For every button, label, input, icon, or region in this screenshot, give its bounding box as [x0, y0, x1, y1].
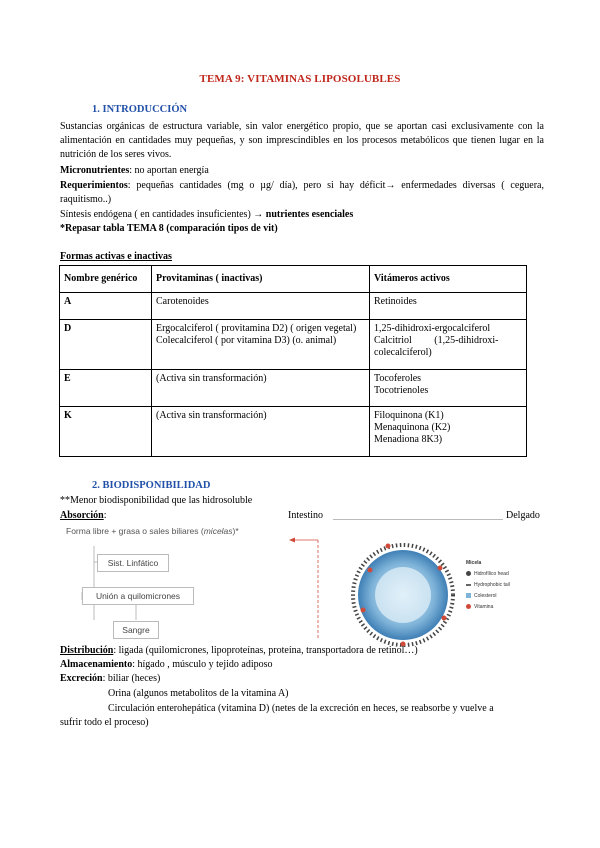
storage-line — [60, 659, 272, 671]
absorption-label: Absorción — [60, 510, 104, 521]
cell-line: (Activa sin transformación) — [156, 373, 267, 384]
table-row — [60, 320, 527, 370]
absorption-colon: : — [103, 510, 107, 521]
cholesterol-icon — [466, 593, 471, 598]
legend-item-label: Hidrofílico head — [474, 571, 509, 577]
legend-item — [466, 591, 510, 602]
vitamin-dot — [368, 568, 373, 573]
legend-item — [466, 580, 510, 591]
flow-top-text-c: )* — [232, 526, 239, 536]
cell-line: Carotenoides — [156, 296, 209, 307]
flow-box-lymphatic: Sist. Linfático — [97, 554, 169, 572]
flow-box-chylomicrons: Unión a quilomicrones — [82, 587, 194, 605]
tail-icon — [466, 584, 471, 586]
micelle-illustration — [348, 540, 458, 650]
legend-item: Micela — [466, 560, 482, 566]
micronutrients-text: : no aportan energía — [129, 165, 209, 176]
excretion-continuation: sufrir todo el proceso) — [60, 717, 149, 728]
vitamin-dot — [386, 544, 391, 549]
table-cell-provitamin — [152, 320, 370, 370]
red-arrowhead — [289, 538, 295, 543]
table-cell-active — [370, 293, 527, 320]
table-cell-provitamin — [152, 293, 370, 320]
cell-line: colecalciferol) — [374, 347, 432, 358]
synthesis-text: Síntesis endógena ( en cantidades insuficientes) → — [60, 209, 266, 220]
table-header-row — [60, 266, 527, 293]
table-row — [60, 370, 527, 407]
absorption-line — [60, 510, 107, 522]
section-heading-bio: 2. BIODISPONIBILIDAD — [92, 480, 211, 491]
requirements-line — [60, 179, 544, 207]
table-cell-name: D — [60, 320, 152, 370]
cell-line: Retinoides — [374, 296, 417, 307]
vitamin-dot — [361, 608, 366, 613]
excretion-text: : biliar (heces) — [102, 673, 161, 684]
synthesis-line — [60, 209, 353, 221]
table-row — [60, 407, 527, 457]
intestine-line — [333, 519, 503, 520]
synthesis-bold: nutrientes esenciales — [265, 209, 354, 220]
cell-line: Tocoferoles — [374, 373, 422, 384]
distribution-line — [60, 645, 418, 657]
distribution-label: Distribución — [60, 645, 114, 656]
cell-line: Colecalciferol ( por vitamina D3) (o. animal) — [156, 335, 337, 346]
flow-top-text-micelas: micelas — [203, 526, 233, 536]
cell-line: Menaquinona (K2) — [374, 422, 451, 433]
vitamin-dot — [438, 566, 443, 571]
table-header-cell: Provitaminas ( inactivas) — [152, 266, 370, 293]
small-intestine-label: Delgado — [506, 510, 540, 521]
table-cell-name: E — [60, 370, 152, 407]
cell-line: Menadiona 8K3) — [374, 434, 443, 445]
vitamin-dot — [442, 616, 447, 621]
table-cell-provitamin — [152, 370, 370, 407]
legend-item-label: Vitamina — [474, 604, 494, 610]
micronutrients-label: Micronutrientes — [60, 165, 130, 176]
cell-line: Filoquinona (K1) — [374, 410, 444, 421]
legend-item-label: Colesterol — [474, 593, 497, 599]
vitamin-forms-table — [59, 265, 527, 457]
micelle-inner — [375, 567, 431, 623]
head-icon — [466, 571, 471, 576]
legend-item — [466, 569, 510, 580]
flow-connectors — [60, 530, 340, 642]
table-cell-name: A — [60, 293, 152, 320]
vitamin-icon — [466, 604, 471, 609]
cell-line: Tocotrienoles — [374, 385, 429, 396]
intro-paragraph: Sustancias orgánicas de estructura variable, sin valor energético propio, que se aportan casi exclusivamente con la alimentación en cantidades muy pequeñas, y son imprescindibles en los procesos metabólicos que tienen lugar en la nutrición de los seres vivos. — [60, 121, 544, 160]
storage-text: : hígado , músculo y tejido adiposo — [132, 659, 273, 670]
cell-line: 1,25-dihidroxi-ergocalciferol — [374, 323, 491, 334]
legend-item-label: Hydrophobic tail — [474, 582, 510, 588]
cell-line: Ergocalciferol ( provitamina D2) ( origen vegetal) — [156, 323, 357, 334]
table-caption: Formas activas e inactivas — [60, 251, 172, 262]
section-heading-intro: 1. INTRODUCCIÓN — [92, 104, 188, 115]
table-cell-active — [370, 407, 527, 457]
requirements-text: : pequeñas cantidades (mg o µg/ día), pero si hay déficit→ enfermedades diversas ( ceguera, raquitismo..) — [60, 180, 544, 205]
storage-label: Almacenamiento — [60, 659, 133, 670]
table-header-cell: Nombre genérico — [60, 266, 152, 293]
excretion-label: Excreción — [60, 673, 103, 684]
table-cell-active — [370, 370, 527, 407]
excretion-line — [60, 673, 160, 685]
bioavailability-note: **Menor biodisponibilidad que las hidrosoluble — [60, 495, 253, 506]
intestine-label: Intestino — [288, 510, 323, 521]
micronutrients-line — [60, 165, 209, 177]
cell-line: Calcitriol (1,25-dihidroxi- — [374, 335, 499, 346]
micelle-legend — [466, 558, 510, 613]
requirements-label: Requerimientos — [60, 180, 128, 191]
flow-box-blood: Sangre — [113, 621, 159, 639]
table-header-cell: Vitámeros activos — [370, 266, 527, 293]
table-cell-name: K — [60, 407, 152, 457]
review-note: *Repasar tabla TEMA 8 (comparación tipos de vit) — [60, 223, 278, 234]
flow-top-text-a: Forma libre + grasa o sales biliares ( — [66, 526, 204, 536]
table-cell-active — [370, 320, 527, 370]
cell-line: (Activa sin transformación) — [156, 410, 267, 421]
excretion-enterohepatic: Circulación enterohepática (vitamina D) (netes de la excreción en heces, se reabsorbe y vuelve a — [108, 703, 494, 714]
table-cell-provitamin — [152, 407, 370, 457]
document-title: TEMA 9: VITAMINAS LIPOSOLUBLES — [199, 73, 401, 85]
legend-item — [466, 602, 510, 613]
table-row — [60, 293, 527, 320]
distribution-text: : ligada (quilomicrones, lipoproteínas, proteína, transportadora de retinol…) — [113, 645, 418, 656]
excretion-urine: Orina (algunos metabolitos de la vitamina A) — [108, 688, 289, 699]
